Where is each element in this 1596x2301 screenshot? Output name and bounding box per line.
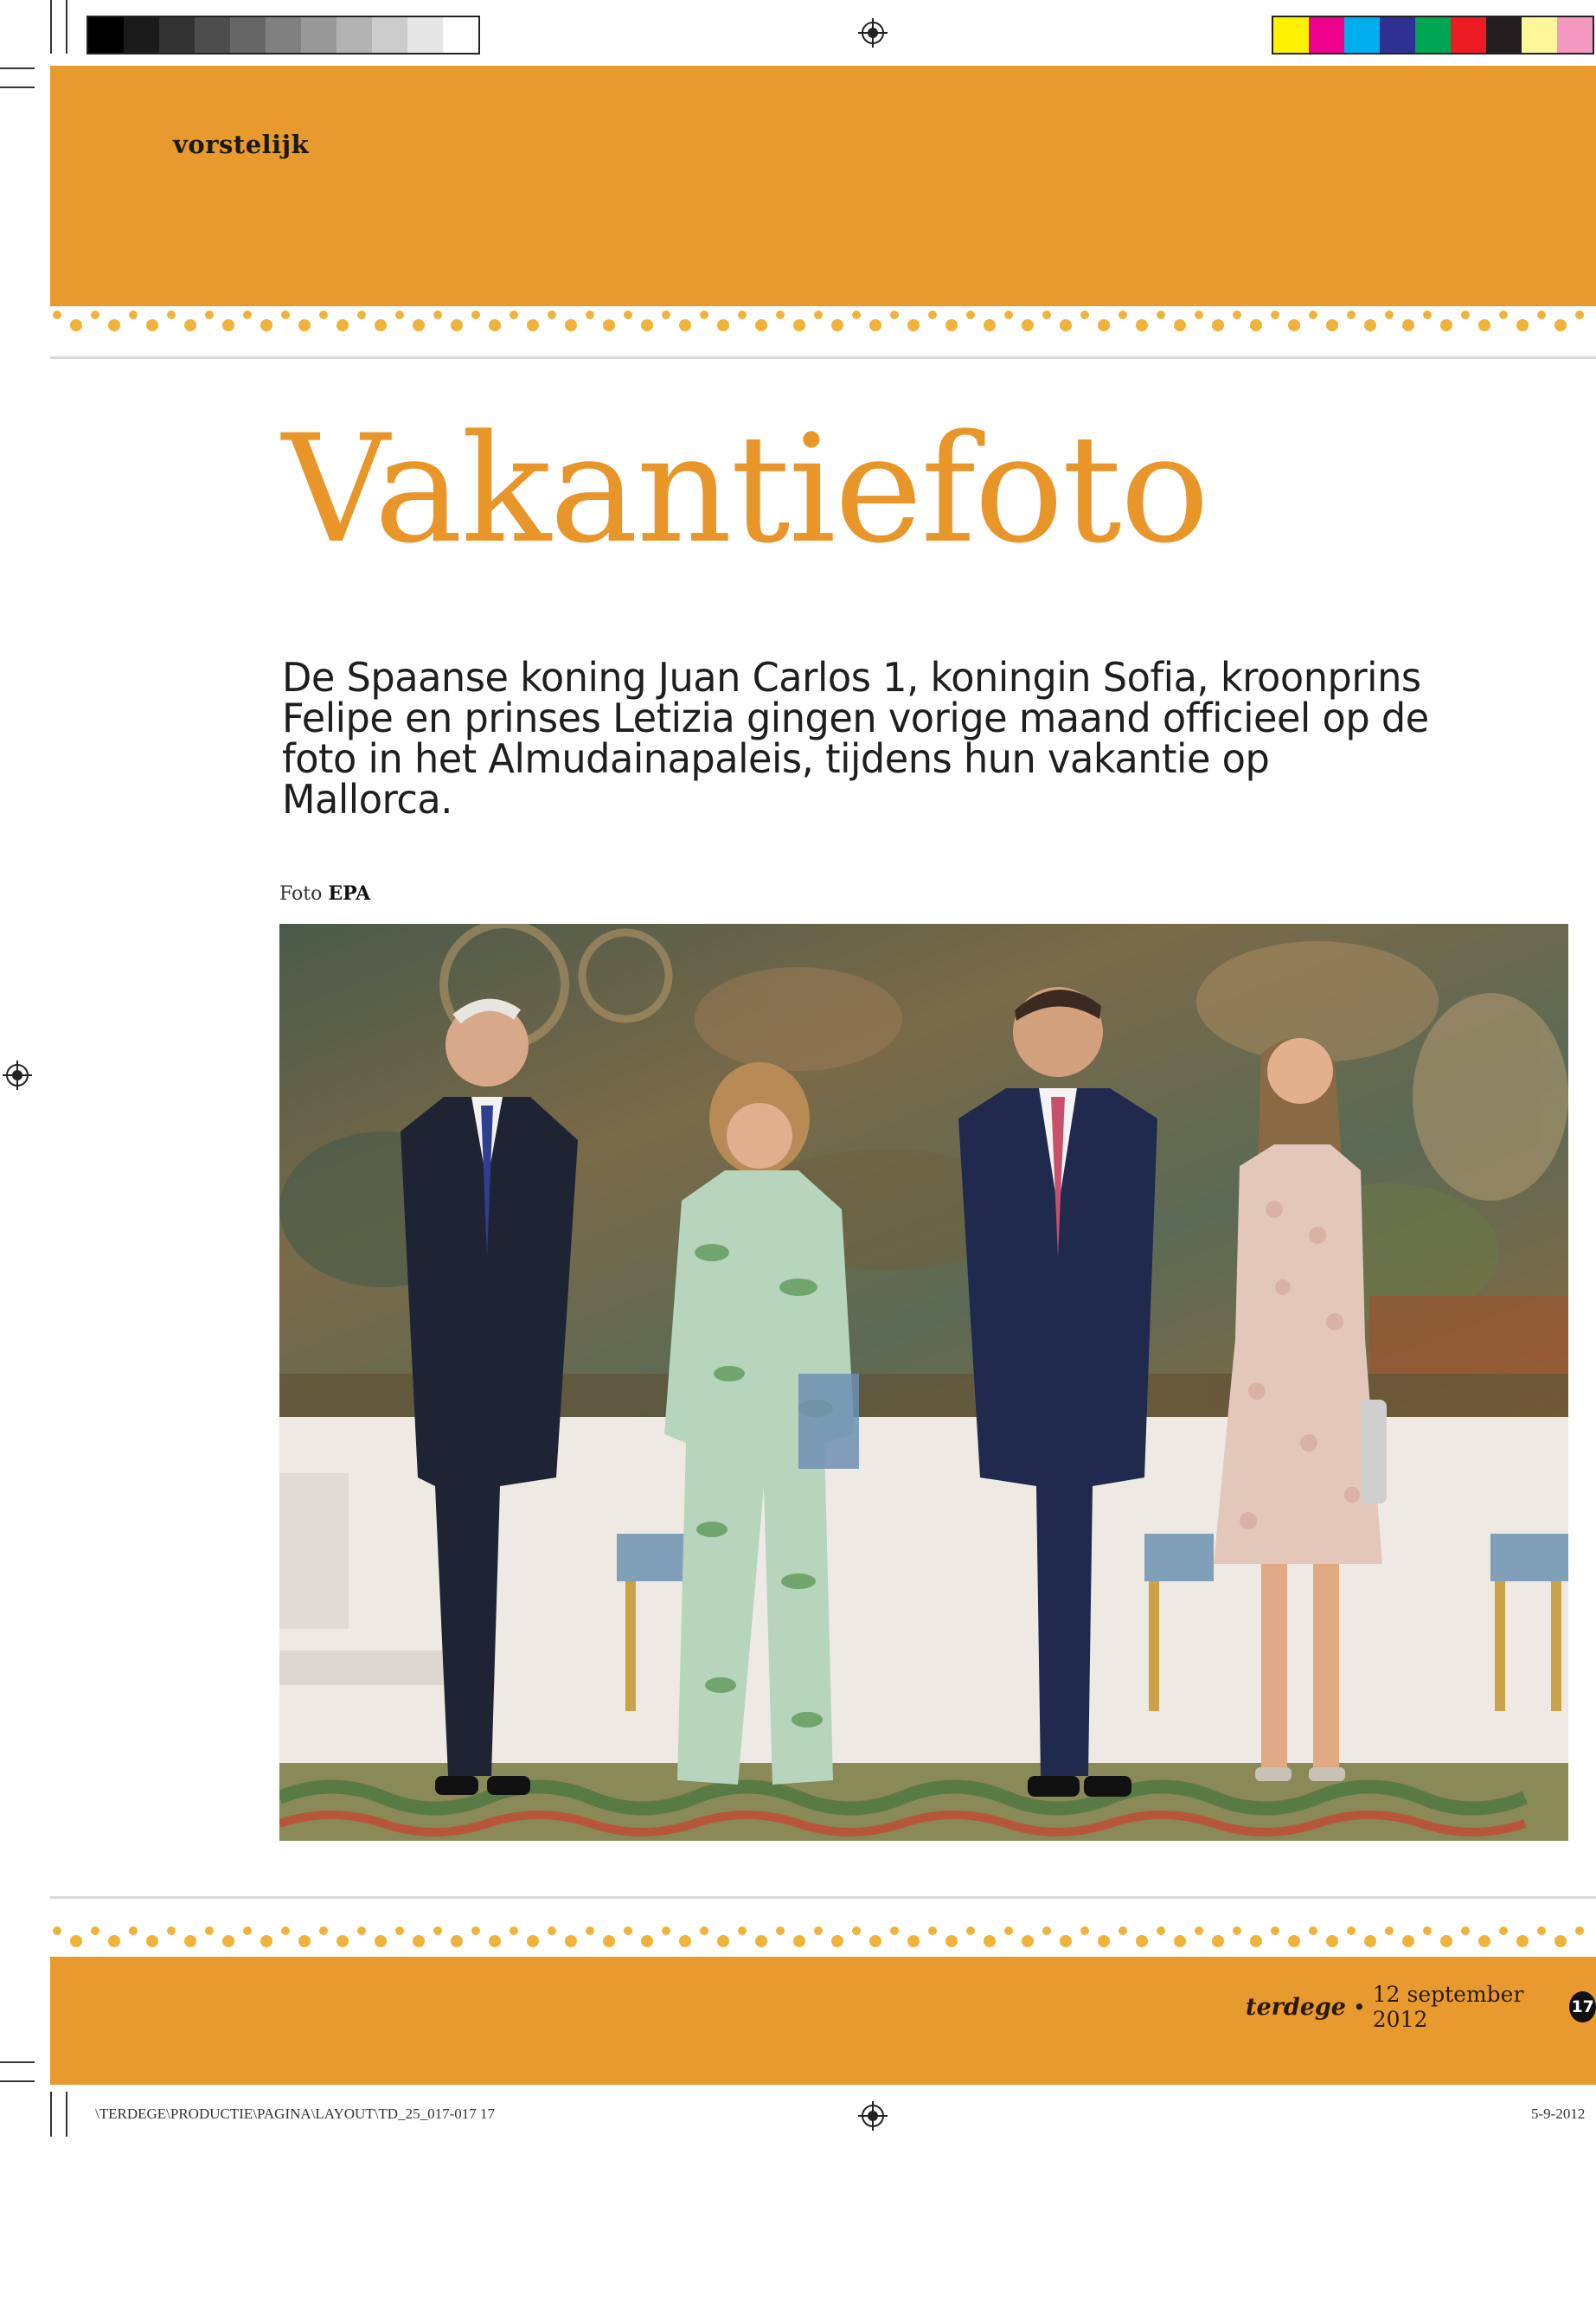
grey-swatch [159,17,195,53]
border-dot [717,319,729,331]
border-dot [1195,1926,1203,1935]
border-dot [1309,311,1317,319]
border-dot [471,311,480,319]
border-dot [167,311,176,319]
border-dot [129,311,138,319]
crop-mark [0,67,35,69]
border-dot [471,1926,480,1935]
border-dot [641,319,653,331]
border-dot [1136,319,1148,331]
border-dot [907,1935,920,1947]
border-dot [298,319,311,331]
border-dot [1402,319,1414,331]
border-dot [1364,319,1376,331]
border-dot [984,319,996,331]
border-dot [776,1926,785,1935]
border-dot [1478,319,1490,331]
border-dot [1080,311,1089,319]
photo-credit-prefix: Foto [279,883,323,905]
crop-mark [66,0,67,54]
border-dot [1212,1935,1224,1947]
border-dot [814,311,823,319]
border-dot [793,319,805,331]
header-band [50,66,1596,306]
border-dot [869,1935,881,1947]
border-dot [565,1935,577,1947]
border-dot [375,1935,387,1947]
border-dot [260,1935,272,1947]
border-dot [1250,1935,1262,1947]
color-swatch [1486,17,1522,53]
border-dot [565,319,577,331]
border-dot [662,1926,670,1935]
border-dot [1233,311,1241,319]
border-dot [624,1926,632,1935]
border-dot [1288,1935,1300,1947]
border-dot [966,311,975,319]
grey-swatch [88,17,124,53]
crop-mark [50,2092,52,2137]
border-dot [1326,1935,1338,1947]
border-dot [1461,311,1470,319]
photo-credit [279,882,370,905]
grey-swatch [301,17,337,53]
border-dot [395,311,404,319]
registration-mark-icon [858,2101,888,2131]
border-dot [1157,1926,1165,1935]
border-dot [928,311,937,319]
border-dot [319,311,328,319]
border-dot [1478,1935,1490,1947]
border-dot [1060,1935,1072,1947]
border-dot [1554,1935,1567,1947]
border-dot [966,1926,975,1935]
border-dot [1385,311,1394,319]
border-dot [357,1926,366,1935]
border-dot [1174,319,1186,331]
border-dot [1440,319,1452,331]
border-dot [831,1935,843,1947]
border-dot [1271,1926,1279,1935]
header-dot-border [50,304,1596,339]
border-dot [945,1935,958,1947]
border-dot [451,319,463,331]
issue-date: 12 september 2012 [1372,1982,1524,2032]
border-dot [205,311,214,319]
border-dot [53,1926,61,1935]
color-swatch [1415,17,1451,53]
border-dot [1347,311,1356,319]
border-dot [945,319,958,331]
border-dot [53,311,61,319]
border-dot [413,1935,425,1947]
border-dot [700,1926,708,1935]
grey-swatch [195,17,230,53]
color-swatch [1522,17,1557,53]
border-dot [755,319,767,331]
border-dot [1118,1926,1127,1935]
border-dot [527,319,539,331]
border-dot [527,1935,539,1947]
border-dot [662,311,670,319]
border-dot [1212,319,1224,331]
footer-rule [50,1896,1596,1899]
border-dot [548,311,556,319]
article-intro: De Spaanse koning Juan Carlos 1, koningin Sofia, kroonprins Felipe en prinses Letizia gingen vorige maand officieel op de foto in het Almudainapaleis, tijdens hun vakantie op Mallorca. [282,654,1429,823]
border-dot [717,1935,729,1947]
border-dot [1423,1926,1432,1935]
border-dot [1080,1926,1089,1935]
border-dot [1098,319,1110,331]
border-dot [395,1926,404,1935]
border-dot [603,319,615,331]
grey-swatch [372,17,407,53]
border-dot [984,1935,996,1947]
border-dot [679,319,691,331]
border-dot [243,311,252,319]
color-swatch [1557,17,1593,53]
royal-family-photo [279,924,1568,1841]
grey-swatch [230,17,266,53]
border-dot [108,1935,120,1947]
border-dot [586,311,594,319]
border-dot [776,311,785,319]
border-dot [70,319,82,331]
border-dot [700,311,708,319]
border-dot [510,1926,518,1935]
border-dot [1364,1935,1376,1947]
border-dot [1575,311,1584,319]
page-number: 17 [1569,1991,1596,2022]
border-dot [281,1926,290,1935]
border-dot [1042,311,1051,319]
border-dot [1309,1926,1317,1935]
border-dot [108,319,120,331]
border-dot [489,319,501,331]
crop-mark [0,2080,35,2082]
border-dot [1042,1926,1051,1935]
border-dot [337,319,349,331]
grey-swatch [337,17,372,53]
border-dot [1004,311,1013,319]
border-dot [1440,1935,1452,1947]
border-dot [1136,1935,1148,1947]
border-dot [548,1926,556,1935]
border-dot [337,1935,349,1947]
border-dot [1326,319,1338,331]
grayscale-control-strip [87,16,480,54]
border-dot [869,319,881,331]
border-dot [1402,1935,1414,1947]
border-dot [146,1935,158,1947]
border-dot [1233,1926,1241,1935]
border-dot [852,311,861,319]
border-dot [433,311,442,319]
border-dot [1499,1926,1508,1935]
grey-swatch [407,17,443,53]
border-dot [70,1935,82,1947]
border-dot [489,1935,501,1947]
border-dot [281,311,290,319]
border-dot [1271,311,1279,319]
border-dot [243,1926,252,1935]
border-dot [205,1926,214,1935]
border-dot [222,1935,234,1947]
border-dot [890,311,899,319]
border-dot [1461,1926,1470,1935]
border-dot [586,1926,594,1935]
border-dot [184,1935,196,1947]
border-dot [1516,1935,1529,1947]
footer-dot-border [50,1920,1596,1955]
border-dot [928,1926,937,1935]
border-dot [1174,1935,1186,1947]
border-dot [738,311,747,319]
color-swatch [1344,17,1380,53]
border-dot [413,319,425,331]
border-dot [298,1935,311,1947]
grey-swatch [266,17,301,53]
border-dot [641,1935,653,1947]
border-dot [624,311,632,319]
page-footer [1246,1982,1596,2032]
border-dot [1575,1926,1584,1935]
border-dot [1118,311,1127,319]
slug-date: 5-9-2012 [1531,2106,1586,2122]
header-rule [50,356,1596,359]
border-dot [603,1935,615,1947]
border-dot [184,319,196,331]
border-dot [679,1935,691,1947]
border-dot [1499,311,1508,319]
color-control-strip [1272,16,1594,54]
border-dot [1516,319,1529,331]
footer-separator: • [1353,1994,1366,2020]
border-dot [1022,319,1034,331]
border-dot [1423,311,1432,319]
color-swatch [1309,17,1344,53]
border-dot [167,1926,176,1935]
registration-mark-icon [3,1061,32,1090]
border-dot [1250,319,1262,331]
border-dot [91,1926,99,1935]
border-dot [1537,311,1546,319]
border-dot [793,1935,805,1947]
border-dot [129,1926,138,1935]
border-dot [852,1926,861,1935]
color-swatch [1380,17,1415,53]
crop-mark [50,0,52,54]
border-dot [1060,319,1072,331]
border-dot [1288,319,1300,331]
border-dot [890,1926,899,1935]
border-dot [1098,1935,1110,1947]
grey-swatch [124,17,159,53]
border-dot [738,1926,747,1935]
crop-mark [66,2092,67,2137]
color-swatch [1451,17,1486,53]
border-dot [1157,311,1165,319]
border-dot [357,311,366,319]
crop-mark [0,87,35,88]
grey-swatch [443,17,478,53]
border-dot [1554,319,1567,331]
border-dot [222,319,234,331]
border-dot [1195,311,1203,319]
border-dot [1347,1926,1356,1935]
border-dot [146,319,158,331]
border-dot [375,319,387,331]
border-dot [260,319,272,331]
registration-mark-icon [858,18,888,48]
border-dot [319,1926,328,1935]
section-label: vorstelijk [173,130,310,159]
photo-credit-agency: EPA [328,882,371,905]
file-path-slug: \TERDEGE\PRODUCTIE\PAGINA\LAYOUT\TD_25_017-017 17 [95,2106,495,2122]
border-dot [831,319,843,331]
article-headline: Vakantiefoto [282,402,1208,576]
border-dot [1004,1926,1013,1935]
border-dot [1385,1926,1394,1935]
border-dot [91,311,99,319]
crop-mark [0,2061,35,2063]
color-swatch [1273,17,1309,53]
border-dot [1022,1935,1034,1947]
border-dot [1537,1926,1546,1935]
border-dot [814,1926,823,1935]
magazine-brand: terdege [1246,1993,1346,2021]
border-dot [907,319,920,331]
border-dot [755,1935,767,1947]
border-dot [433,1926,442,1935]
border-dot [451,1935,463,1947]
border-dot [510,311,518,319]
